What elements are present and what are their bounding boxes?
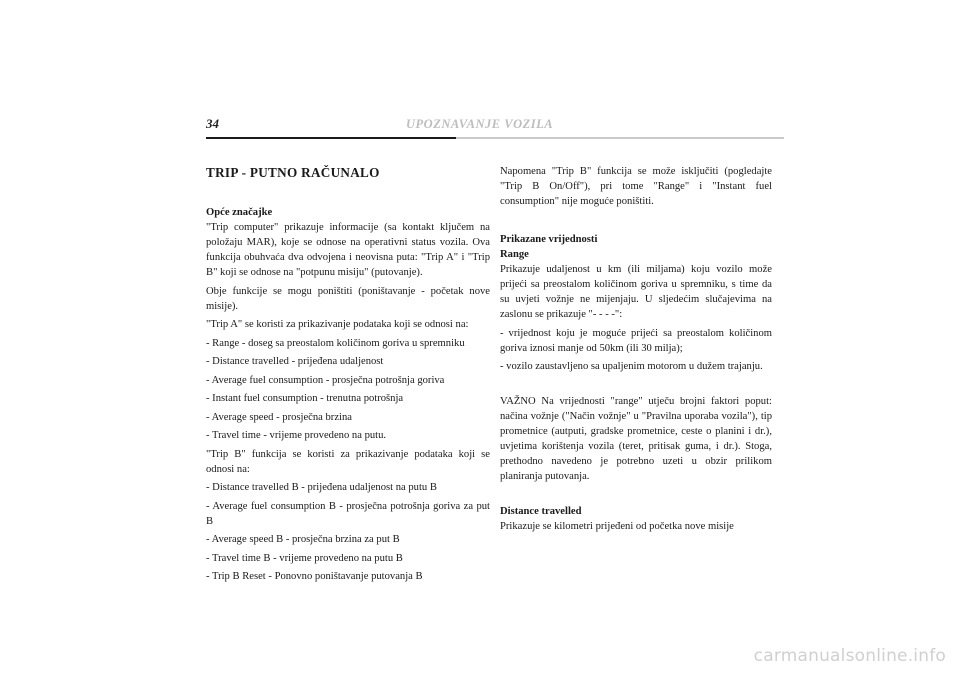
list-item: - Trip B Reset - Ponovno poništavanje putovanja B	[206, 571, 423, 582]
section-title: TRIP - PUTNO RAČUNALO	[206, 165, 380, 180]
displayed-values-heading: Prikazane vrijednosti	[500, 234, 598, 245]
watermark-text: carmanualsonline.info	[753, 646, 946, 666]
important-paragraph: VAŽNO Na vrijednosti "range" utječu brojni faktori poput: načina vožnje ("Način vožnje" u "Pravilna uporaba vozila"), tip prometnice (autputi, gradske prometnice, ceste o planini i dr.), uvjetima korištenja vozila (teret, pritisak guma, i dr.). Stoga, prethodno navedeno je potrebno uzeti u obzir prilikom planiranja putovanja.	[500, 396, 772, 482]
list-item: - Average fuel consumption B - prosječna potrošnja goriva za put B	[206, 500, 490, 527]
page-header	[206, 116, 784, 138]
chapter-title: UPOZNAVANJE VOZILA	[406, 117, 554, 131]
trip-a-intro: "Trip A" se koristi za prikazivanje podataka koji se odnosi na:	[206, 319, 469, 330]
list-item: - Travel time B - vrijeme provedeno na putu B	[206, 552, 403, 564]
list-item: - Range - doseg sa preostalom količinom goriva u spremniku	[206, 337, 465, 349]
page-number: 34	[206, 116, 219, 131]
reset-paragraph: Obje funkcije se mogu poništiti (poništavanje - početak nove misije).	[206, 285, 490, 312]
list-item: - Average speed B - prosječna brzina za put B	[206, 534, 400, 545]
list-item: - Travel time - vrijeme provedeno na putu.	[206, 430, 387, 441]
list-item: - Instant fuel consumption - trenutna potrošnja	[206, 393, 404, 404]
range-list-item: - vozilo zaustavljeno sa upaljenim motorom u dužem trajanju.	[500, 361, 763, 372]
left-column	[206, 165, 490, 588]
range-list-item: - vrijednost koju je moguće prijeći sa preostalom količinom goriva iznosi manje od 50km (ili 30 milja);	[500, 327, 772, 354]
distance-paragraph: Prikazuje se kilometri prijeđeni od početka nove misije	[500, 521, 734, 532]
note-paragraph: Napomena "Trip B" funkcija se može isključiti (pogledajte "Trip B On/Off"), pri tome "Range" i "Instant fuel consumption" nije moguće poništiti.	[500, 166, 772, 207]
range-paragraph: Prikazuje udaljenost u km (ili miljama) koju vozilo može prijeći sa preostalom količinom goriva u spremniku, s time da su uvjeti vožnje ne mijenjaju. U sljedećim slučajevima na zaslonu se prikazuje "- - - -":	[500, 264, 772, 320]
distance-heading: Distance travelled	[500, 506, 582, 517]
trip-b-intro: "Trip B" funkcija se koristi za prikazivanje podataka koji se odnosi na:	[206, 448, 490, 475]
header-rule-light	[456, 137, 784, 139]
intro-paragraph: "Trip computer" prikazuje informacije (sa kontakt ključem na položaju MAR), koje se odnose na operativni status vozila. Ova funkcija obuhvaća dva odvojena i neovisna puta: "Trip A" i "Trip B" koji se odnose na "potpunu misiju" (putovanje).	[206, 222, 490, 278]
list-item: - Distance travelled B - prijeđena udaljenost na putu B	[206, 482, 437, 493]
list-item: - Average speed - prosječna brzina	[206, 411, 352, 423]
general-heading: Opće značajke	[206, 207, 273, 218]
right-column	[500, 164, 772, 538]
range-heading: Range	[500, 249, 529, 260]
list-item: - Distance travelled - prijeđena udaljenost	[206, 356, 384, 367]
header-rule-dark	[206, 137, 456, 139]
list-item: - Average fuel consumption - prosječna potrošnja goriva	[206, 374, 445, 386]
